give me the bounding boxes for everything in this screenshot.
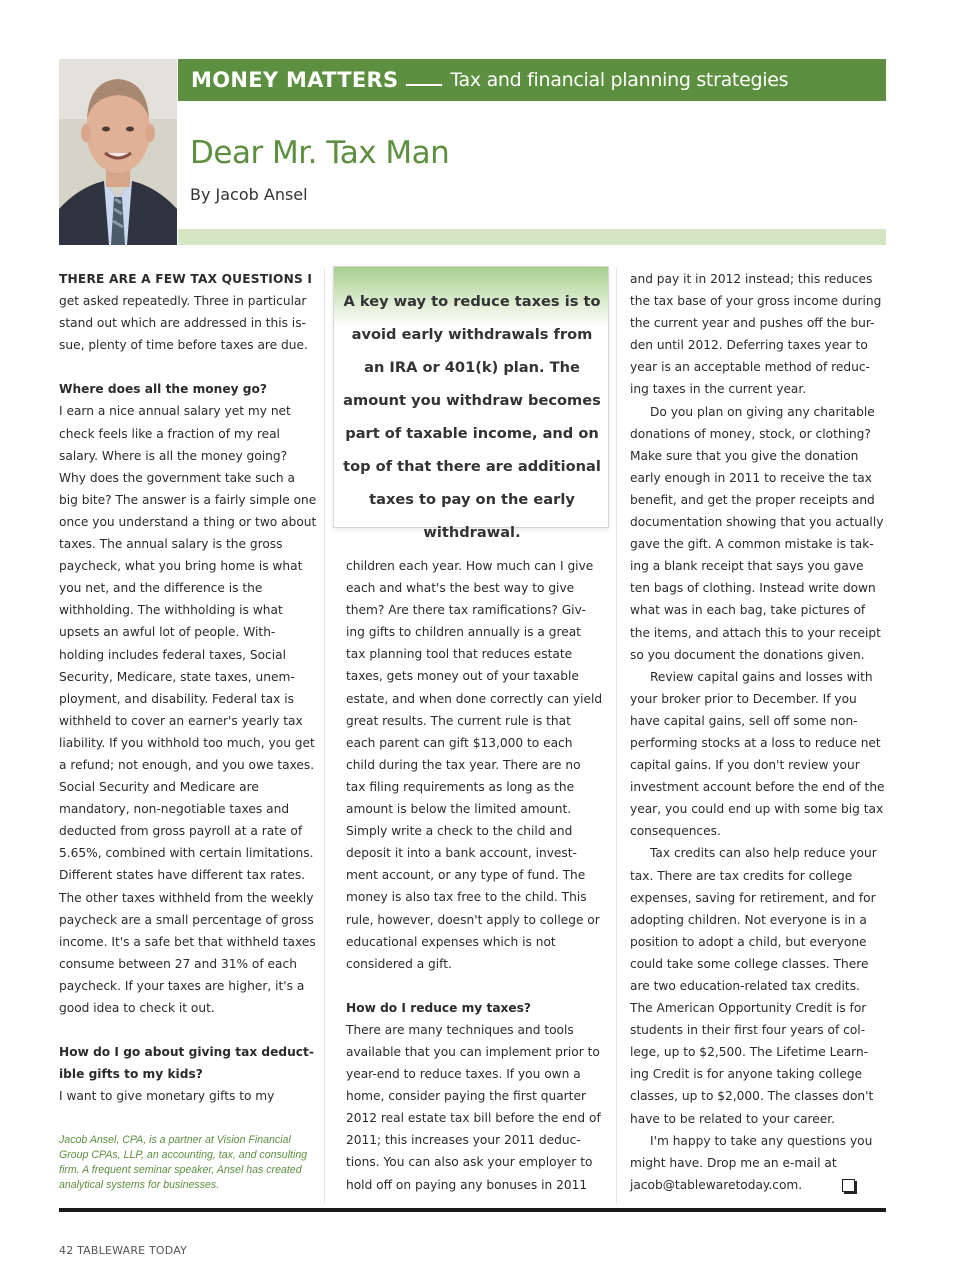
paragraph: Tax credits can also help reduce your tax. There are tax credits for college expenses, saving for retirement, and for adopting children. Not everyone is in a position to adopt a child, but everyone could take some college classes. There are two education-related tax credits. The American Opportunity Credit is for students in their first four years of col-lege, up to $2,500. The Lifetime Learn-ing Credit is for anyone taking college classes, up to $2,000. The classes don't have to be related to your career.	[630, 846, 877, 1126]
paragraph: I earn a nice annual salary yet my net check feels like a fraction of my real salary. Where is all the money going? Why does the government take such a big bite? The answer is a fairly simple one once you understand a thing or two about taxes. The annual salary is the gross paycheck, what you bring home is what you net, and the difference is the withholding. The withholding is what upsets an awful lot of people. With-holding includes federal taxes, Social Security, Medicare, state taxes, unem-ployment, and disability. Federal tax is withheld to cover an earner's yearly tax liability. If you withhold too much, you get a refund; not enough, and you owe taxes. Social Security and Medicare are mandatory, non-negotiable taxes and deducted from gross payroll at a rate of 5.65%, combined with certain limitations. Different states have different tax rates. The other taxes withheld from the weekly paycheck are a small percentage of gross income. It's a safe bet that withheld taxes consume between 27 and 31% of each paycheck. If your taxes are higher, it's a good idea to check it out.	[59, 404, 317, 1015]
author-bio: Jacob Ansel, CPA, is a partner at Vision Financial Group CPAs, LLP, an accounting, tax, and consulting firm. A frequent seminar speaker, Ansel has created analytical systems for businesses.	[59, 1134, 308, 1191]
column-divider	[616, 268, 617, 1203]
article-column-3	[630, 268, 886, 1196]
banner-divider	[406, 84, 442, 86]
end-of-article-icon	[842, 1179, 855, 1192]
pull-quote-box	[333, 266, 609, 541]
question-heading: How do I go about giving tax deduct-ible gifts to my kids?	[59, 1045, 314, 1082]
header-accent-bar	[178, 229, 886, 245]
page-footer	[59, 1244, 187, 1257]
intro-text: get asked repeatedly. Three in particular stand out which are addressed in this is-sue, plenty of time before taxes are due.	[59, 294, 308, 353]
byline: By Jacob Ansel	[190, 185, 308, 204]
section-name: MONEY MATTERS	[191, 68, 399, 92]
page-number: 42	[59, 1244, 74, 1257]
paragraph: Review capital gains and losses with your broker prior to December. If you have capital gains, sell off some non-performing stocks at a loss to reduce net capital gains. If you don't review your investment account before the end of the year, you could end up with some big tax consequences.	[630, 669, 885, 839]
paragraph: There are many techniques and tools available that you can implement prior to year-end to reduce taxes. If you own a home, consider paying the first quarter 2012 real estate tax bill before the end of 2011; this increases your 2011 deduc-tions. You can also ask your employer to hold off on paying any bonuses in 2011	[346, 1022, 601, 1192]
author-portrait	[59, 59, 177, 245]
article-column-1	[59, 268, 317, 1107]
question-heading: How do I reduce my taxes?	[346, 1000, 531, 1015]
paragraph: Do you plan on giving any charitable donations of money, stock, or clothing? Make sure that you give the donation early enough in 2011 to receive the tax benefit, and get the proper receipts and documentation showing that you actually gave the gift. A common mistake is tak-ing a blank receipt that says you gave ten bags of clothing. Instead write down what was in each bag, take pictures of the items, and attach this to your receipt so you document the donations given.	[630, 404, 884, 662]
question-heading: Where does all the money go?	[59, 382, 267, 397]
publication-name: TABLEWARE TODAY	[77, 1244, 188, 1257]
footer-rule	[59, 1208, 886, 1212]
paragraph: and pay it in 2012 instead; this reduces the tax base of your gross income during the current year and pushes off the bur-den until 2012. Deferring taxes year to year is an acceptable method of reduc-ing taxes in the current year.	[630, 272, 882, 397]
column-divider	[324, 268, 325, 1203]
author-photo	[59, 59, 177, 245]
article-title: Dear Mr. Tax Man	[190, 135, 450, 171]
section-subtitle: Tax and financial planning strategies	[450, 69, 789, 91]
lead-in: THERE ARE A FEW TAX QUESTIONS I	[59, 272, 313, 286]
section-banner	[178, 59, 886, 101]
paragraph: children each year. How much can I give each and what's the best way to give them? Are there tax ramifications? Giv-ing gifts to children annually is a great tax planning tool that reduces estate taxes, gets money out of your taxable estate, and when done correctly can yield great results. The current rule is that each parent can gift $13,000 to each child during the tax year. There are no tax filing requirements as long as the amount is below the limited amount. Simply write a check to the child and deposit it into a bank account, invest-ment account, or any type of fund. The money is also tax free to the child. This rule, however, doesn't apply to college or educational expenses which is not considered a gift.	[346, 559, 603, 971]
pull-quote: A key way to reduce taxes is to avoid early withdrawals from an IRA or 401(k) plan. The amount you withdraw becomes part of taxable income, and on top of that there are additional taxes to pay on the early withdrawal.	[343, 293, 601, 541]
paragraph: I want to give monetary gifts to my	[59, 1089, 275, 1104]
article-column-2	[346, 555, 603, 1196]
closing-paragraph: I'm happy to take any questions you might have. Drop me an e-mail at jacob@tablewaretoday.com.	[630, 1133, 873, 1192]
